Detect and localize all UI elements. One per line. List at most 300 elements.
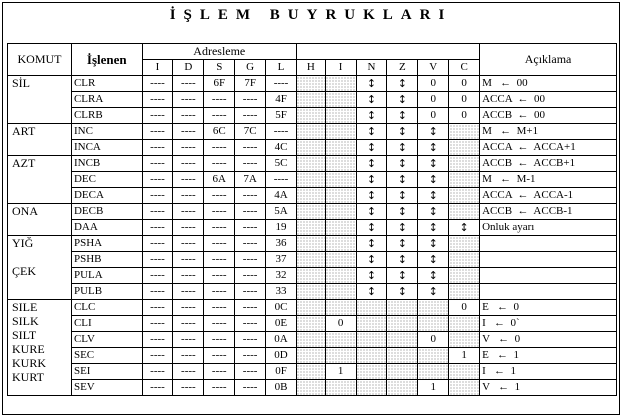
addr-cell: ---- [235,364,266,380]
header-flag-z: Z [387,60,418,76]
addr-cell: 4C [266,140,297,156]
flag-cell-v: ↕ [418,124,449,140]
flag-cell-c: 0 [449,76,480,92]
addr-cell: 6C [204,124,235,140]
flag-cell-h [296,300,325,316]
addr-cell: ---- [173,316,204,332]
header-flag-n: N [356,60,387,76]
flag-cell-h [296,332,325,348]
flag-cell-v: 1 [418,380,449,396]
flag-cell-z: ↕ [387,188,418,204]
flag-cell-n: ↕ [356,220,387,236]
flag-cell-c [449,364,480,380]
header-flag-v: V [418,60,449,76]
flag-cell-i [325,108,356,124]
header-addr-i: I [142,60,173,76]
addr-cell: 32 [266,268,297,284]
flag-cell-i [325,252,356,268]
flag-cell-i [325,204,356,220]
flag-cell-i [325,140,356,156]
addr-cell: ---- [204,380,235,396]
flag-cell-z: ↕ [387,172,418,188]
description-cell: ACCA ← ACCA-1 [480,188,617,204]
flag-cell-c [449,236,480,252]
table-row [8,124,617,140]
operand-cell: SEV [71,380,142,396]
addr-cell: ---- [142,316,173,332]
addr-cell: 7F [235,76,266,92]
flag-cell-n [356,316,387,332]
flag-cell-v: 0 [418,76,449,92]
operand-cell: CLRB [71,108,142,124]
instruction-rows [8,76,617,396]
flag-cell-v: ↕ [418,220,449,236]
addr-cell: ---- [173,92,204,108]
flag-cell-h [296,316,325,332]
addr-cell: 0A [266,332,297,348]
table-row [8,316,617,332]
flag-cell-c: 0 [449,300,480,316]
operand-cell: CLR [71,76,142,92]
addr-cell: ---- [235,252,266,268]
flag-cell-v: ↕ [418,284,449,300]
operand-cell: SEC [71,348,142,364]
flag-cell-z: ↕ [387,204,418,220]
flag-cell-c: 0 [449,108,480,124]
instruction-table [7,43,617,396]
flag-cell-n: ↕ [356,92,387,108]
table-row [8,300,617,316]
flag-cell-c [449,188,480,204]
addr-cell: ---- [142,348,173,364]
description-cell [480,236,617,252]
operand-cell: DEC [71,172,142,188]
flag-cell-h [296,108,325,124]
flag-cell-v: ↕ [418,140,449,156]
flag-cell-i: 0 [325,316,356,332]
addr-cell: ---- [235,268,266,284]
flag-cell-z [387,380,418,396]
flag-cell-c [449,204,480,220]
operand-cell: PULB [71,284,142,300]
addr-cell: ---- [204,92,235,108]
flag-cell-n: ↕ [356,76,387,92]
addr-cell: 33 [266,284,297,300]
flag-cell-v: ↕ [418,204,449,220]
addr-cell: ---- [235,300,266,316]
flag-cell-n [356,332,387,348]
description-cell: E ← 1 [480,348,617,364]
flag-cell-h [296,252,325,268]
header-addr-s: S [204,60,235,76]
flag-cell-v: ↕ [418,236,449,252]
flag-cell-c [449,380,480,396]
addr-cell: 5C [266,156,297,172]
addr-cell: ---- [173,140,204,156]
header-addr-g: G [235,60,266,76]
addr-cell: ---- [204,300,235,316]
flag-cell-c [449,316,480,332]
table-row [8,76,617,92]
command-group: ONA [8,204,72,236]
addr-cell: ---- [204,204,235,220]
addr-cell: ---- [204,284,235,300]
addr-cell: 36 [266,236,297,252]
addr-cell: ---- [173,300,204,316]
flag-cell-z: ↕ [387,124,418,140]
flag-cell-i [325,92,356,108]
flag-cell-h [296,172,325,188]
flag-cell-n [356,348,387,364]
description-cell: ACCA ← ACCA+1 [480,140,617,156]
addr-cell: ---- [235,92,266,108]
addr-cell: ---- [204,188,235,204]
addr-cell: ---- [204,268,235,284]
description-cell: I ← 0` [480,316,617,332]
flag-cell-h [296,364,325,380]
header-addr-l: L [266,60,297,76]
flag-cell-v: ↕ [418,252,449,268]
flag-cell-c: ↕ [449,220,480,236]
flag-cell-n: ↕ [356,156,387,172]
document-title: İŞLEM BUYRUKLARI [169,7,453,23]
operand-cell: PSHA [71,236,142,252]
flag-cell-v [418,316,449,332]
addr-cell: ---- [142,188,173,204]
addr-cell: ---- [173,220,204,236]
addr-cell: ---- [235,348,266,364]
table-row [8,380,617,396]
flag-cell-h [296,188,325,204]
addr-cell: ---- [173,348,204,364]
addr-cell: 6A [204,172,235,188]
addr-cell: ---- [173,252,204,268]
flag-cell-h [296,76,325,92]
addr-cell: ---- [173,188,204,204]
addr-cell: ---- [173,332,204,348]
flag-cell-n: ↕ [356,236,387,252]
flag-cell-v: ↕ [418,172,449,188]
addr-cell: ---- [235,204,266,220]
addr-cell: ---- [235,236,266,252]
table-row [8,108,617,124]
addr-cell: ---- [173,284,204,300]
table-row [8,220,617,236]
flag-cell-i [325,220,356,236]
addr-cell: ---- [142,220,173,236]
flag-cell-z [387,300,418,316]
header-addr-d: D [173,60,204,76]
flag-cell-i [325,380,356,396]
flag-cell-h [296,220,325,236]
flag-cell-z: ↕ [387,236,418,252]
flag-cell-z [387,348,418,364]
header-islenen: İşlenen [71,44,142,76]
flag-cell-i [325,76,356,92]
flag-cell-v: 0 [418,332,449,348]
flag-cell-i [325,236,356,252]
addr-cell: 7A [235,172,266,188]
addr-cell: 7C [235,124,266,140]
addr-cell: ---- [204,364,235,380]
addr-cell: ---- [142,172,173,188]
description-cell: E ← 0 [480,300,617,316]
operand-cell: CLRA [71,92,142,108]
addr-cell: ---- [142,300,173,316]
table-row [8,156,617,172]
addr-cell: ---- [173,364,204,380]
addr-cell: ---- [235,188,266,204]
operand-cell: CLI [71,316,142,332]
flag-cell-v: ↕ [418,156,449,172]
addr-cell: ---- [235,108,266,124]
flag-cell-c [449,156,480,172]
flag-cell-z: ↕ [387,284,418,300]
header-flag-c: C [449,60,480,76]
operand-cell: INCB [71,156,142,172]
operand-cell: SEI [71,364,142,380]
table-row [8,364,617,380]
header-adresleme: Adresleme [142,44,296,60]
table-row [8,140,617,156]
addr-cell: ---- [142,92,173,108]
header-komut: KOMUT [8,44,72,76]
flag-cell-n: ↕ [356,172,387,188]
flag-cell-h [296,284,325,300]
flag-cell-n: ↕ [356,188,387,204]
table-row [8,252,617,268]
addr-cell: ---- [204,252,235,268]
header-flags-blank [296,44,479,60]
addr-cell: 0E [266,316,297,332]
flag-cell-v: 0 [418,108,449,124]
addr-cell: ---- [142,236,173,252]
flag-cell-z: ↕ [387,108,418,124]
addr-cell: 4A [266,188,297,204]
flag-cell-i [325,188,356,204]
addr-cell: ---- [173,156,204,172]
addr-cell: ---- [173,268,204,284]
command-group: ART [8,124,72,156]
description-cell: ACCA ← 00 [480,92,617,108]
addr-cell: ---- [142,284,173,300]
addr-cell: ---- [142,76,173,92]
description-cell: M ← M-1 [480,172,617,188]
addr-cell: ---- [173,76,204,92]
flag-cell-z: ↕ [387,76,418,92]
addr-cell: ---- [142,364,173,380]
flag-cell-c [449,140,480,156]
header-flag-i: I [325,60,356,76]
flag-cell-z [387,316,418,332]
flag-cell-c [449,172,480,188]
operand-cell: INCA [71,140,142,156]
flag-cell-i [325,172,356,188]
addr-cell: ---- [204,140,235,156]
flag-cell-z: ↕ [387,92,418,108]
table-row [8,348,617,364]
flag-cell-c: 0 [449,92,480,108]
flag-cell-c [449,332,480,348]
flag-cell-v: ↕ [418,188,449,204]
command-group: SILE SILK SILT KURE KURK KURT [8,300,72,396]
flag-cell-z: ↕ [387,220,418,236]
addr-cell: ---- [266,76,297,92]
addr-cell: ---- [173,108,204,124]
flag-cell-h [296,140,325,156]
addr-cell: ---- [173,172,204,188]
flag-cell-v: 0 [418,92,449,108]
flag-cell-n: ↕ [356,268,387,284]
flag-cell-i [325,284,356,300]
description-cell: M ← M+1 [480,124,617,140]
instruction-document [2,2,620,415]
table-row [8,332,617,348]
flag-cell-v [418,364,449,380]
addr-cell: ---- [235,220,266,236]
description-cell: V ← 1 [480,380,617,396]
header-aciklama: Açıklama [480,44,617,76]
flag-cell-z [387,364,418,380]
addr-cell: ---- [266,172,297,188]
flag-cell-i [325,268,356,284]
table-row [8,268,617,284]
flag-cell-c [449,124,480,140]
flag-cell-h [296,380,325,396]
flag-cell-h [296,236,325,252]
header-row-1 [8,44,617,60]
addr-cell: ---- [142,140,173,156]
flag-cell-i [325,300,356,316]
flag-cell-h [296,204,325,220]
flag-cell-i [325,156,356,172]
addr-cell: ---- [204,316,235,332]
header-flag-h: H [296,60,325,76]
flag-cell-n [356,380,387,396]
operand-cell: CLV [71,332,142,348]
description-cell: V ← 0 [480,332,617,348]
flag-cell-c [449,268,480,284]
flag-cell-n [356,364,387,380]
addr-cell: ---- [235,284,266,300]
addr-cell: 5A [266,204,297,220]
addr-cell: ---- [142,124,173,140]
addr-cell: 37 [266,252,297,268]
addr-cell: ---- [204,156,235,172]
table-row [8,236,617,252]
addr-cell: ---- [142,252,173,268]
command-group: YIĞ ÇEK [8,236,72,300]
addr-cell: ---- [235,316,266,332]
addr-cell: ---- [142,380,173,396]
addr-cell: ---- [204,348,235,364]
description-cell: ACCB ← ACCB-1 [480,204,617,220]
description-cell [480,268,617,284]
flag-cell-n [356,300,387,316]
flag-cell-h [296,348,325,364]
addr-cell: ---- [235,156,266,172]
flag-cell-i [325,124,356,140]
addr-cell: ---- [204,236,235,252]
addr-cell: ---- [142,108,173,124]
description-cell: ACCB ← ACCB+1 [480,156,617,172]
flag-cell-h [296,268,325,284]
flag-cell-h [296,156,325,172]
description-cell [480,284,617,300]
table-row [8,284,617,300]
flag-cell-z: ↕ [387,156,418,172]
description-cell: I ← 1 [480,364,617,380]
addr-cell: ---- [235,332,266,348]
addr-cell: ---- [235,140,266,156]
flag-cell-i [325,332,356,348]
command-group: AZT [8,156,72,204]
flag-cell-i [325,348,356,364]
addr-cell: ---- [173,236,204,252]
flag-cell-h [296,124,325,140]
flag-cell-h [296,92,325,108]
addr-cell: 0F [266,364,297,380]
addr-cell: ---- [266,124,297,140]
operand-cell: INC [71,124,142,140]
addr-cell: 4F [266,92,297,108]
addr-cell: 0D [266,348,297,364]
operand-cell: CLC [71,300,142,316]
operand-cell: DECB [71,204,142,220]
flag-cell-v [418,348,449,364]
addr-cell: ---- [142,204,173,220]
flag-cell-c [449,284,480,300]
addr-cell: 19 [266,220,297,236]
description-cell: ACCB ← 00 [480,108,617,124]
flag-cell-v [418,300,449,316]
flag-cell-i: 1 [325,364,356,380]
command-group: SİL [8,76,72,124]
addr-cell: ---- [142,156,173,172]
addr-cell: ---- [173,204,204,220]
addr-cell: 6F [204,76,235,92]
addr-cell: ---- [204,108,235,124]
flag-cell-n: ↕ [356,204,387,220]
addr-cell: ---- [173,380,204,396]
flag-cell-n: ↕ [356,284,387,300]
operand-cell: PSHB [71,252,142,268]
flag-cell-c [449,252,480,268]
flag-cell-c: 1 [449,348,480,364]
operand-cell: PULA [71,268,142,284]
table-row [8,204,617,220]
addr-cell: ---- [235,380,266,396]
table-row [8,172,617,188]
flag-cell-n: ↕ [356,252,387,268]
table-row [8,92,617,108]
addr-cell: ---- [142,268,173,284]
addr-cell: 5F [266,108,297,124]
addr-cell: ---- [173,124,204,140]
flag-cell-z [387,332,418,348]
flag-cell-n: ↕ [356,140,387,156]
addr-cell: ---- [204,220,235,236]
addr-cell: 0B [266,380,297,396]
flag-cell-z: ↕ [387,140,418,156]
description-cell: M ← 00 [480,76,617,92]
flag-cell-n: ↕ [356,124,387,140]
addr-cell: ---- [142,332,173,348]
flag-cell-z: ↕ [387,268,418,284]
table-row [8,188,617,204]
operand-cell: DAA [71,220,142,236]
flag-cell-n: ↕ [356,108,387,124]
